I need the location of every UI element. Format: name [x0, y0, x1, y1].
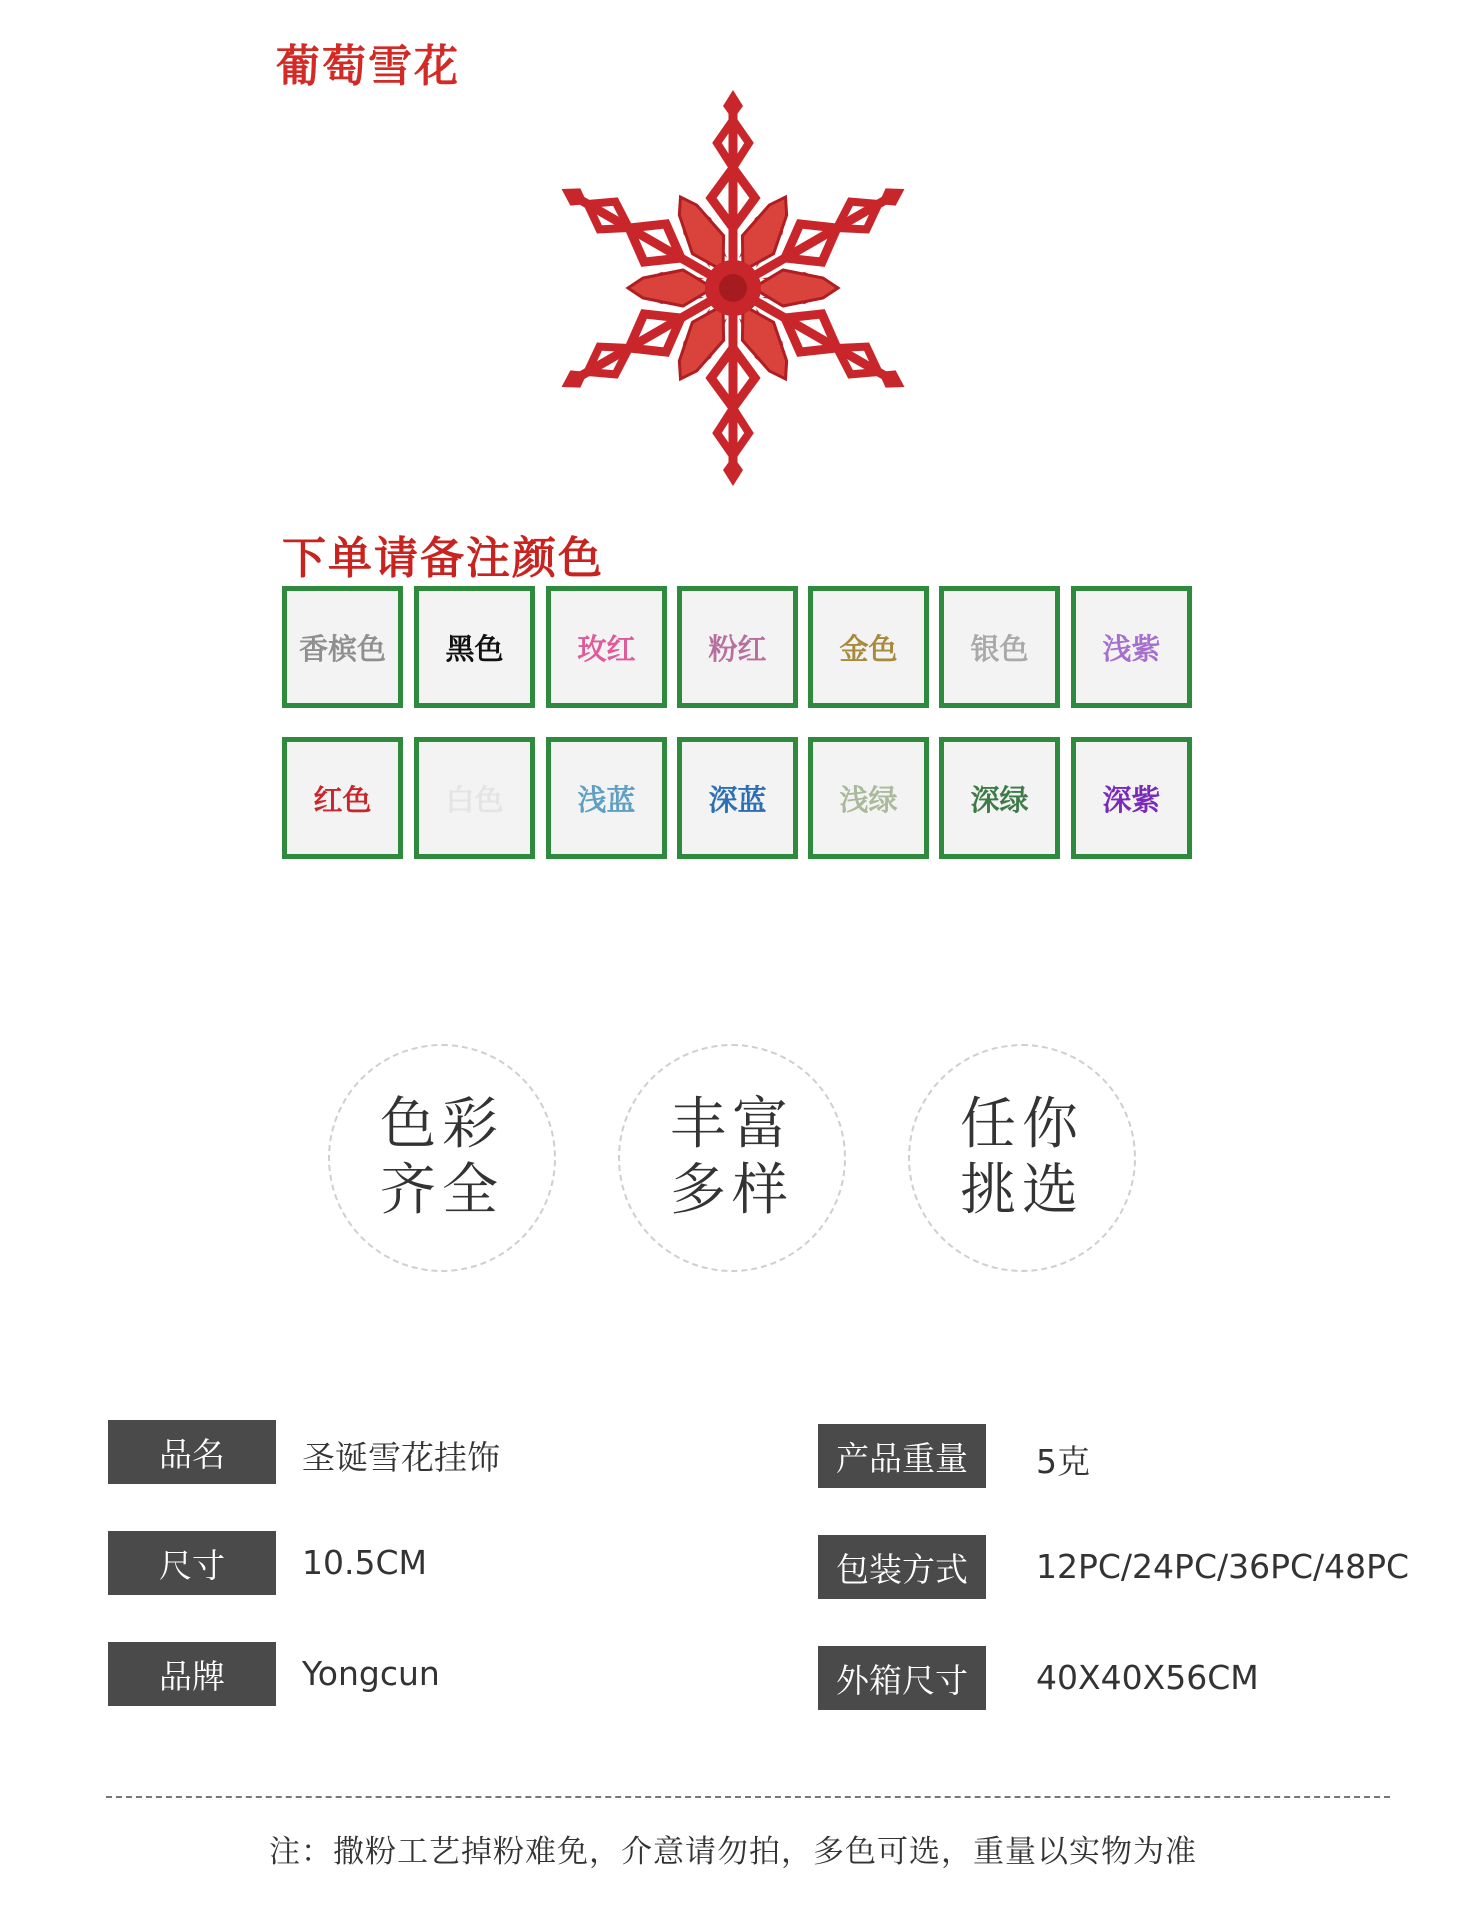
color-swatch: 金色 — [808, 586, 929, 708]
snowflake-image — [548, 82, 918, 494]
color-swatch: 浅绿 — [808, 737, 929, 859]
spec-value: 10.5CM — [302, 1543, 427, 1582]
spec-value: 圣诞雪花挂饰 — [302, 1438, 500, 1477]
spec-value: 12PC/24PC/36PC/48PC — [1036, 1547, 1410, 1586]
feature-circle — [328, 1044, 556, 1272]
color-swatch: 深绿 — [939, 737, 1060, 859]
feature-circle — [908, 1044, 1136, 1272]
footer-note: 注：撒粉工艺掉粉难免，介意请勿拍，多色可选，重量以实物为准 — [269, 1834, 1197, 1870]
feature-text: 丰富 — [670, 1092, 794, 1157]
color-swatch: 玫红 — [546, 586, 667, 708]
feature-text: 挑选 — [960, 1158, 1084, 1223]
color-swatch: 黑色 — [414, 586, 535, 708]
feature-text: 色彩 — [380, 1092, 504, 1157]
spec-value: Yongcun — [302, 1654, 440, 1693]
color-swatch: 浅紫 — [1071, 586, 1192, 708]
divider — [106, 1796, 1390, 1798]
spec-label: 品牌 — [108, 1642, 276, 1706]
color-note-title: 下单请备注颜色 — [282, 533, 604, 584]
feature-text: 任你 — [960, 1092, 1084, 1157]
color-swatch: 深紫 — [1071, 737, 1192, 859]
color-swatch: 红色 — [282, 737, 403, 859]
feature-circle — [618, 1044, 846, 1272]
spec-label: 外箱尺寸 — [818, 1646, 986, 1710]
color-swatch: 深蓝 — [677, 737, 798, 859]
spec-value: 40X40X56CM — [1036, 1658, 1259, 1697]
color-swatch: 银色 — [939, 586, 1060, 708]
spec-label: 品名 — [108, 1420, 276, 1484]
product-title: 葡萄雪花 — [276, 41, 460, 92]
color-swatch: 白色 — [414, 737, 535, 859]
feature-text: 齐全 — [380, 1158, 504, 1223]
color-swatch: 浅蓝 — [546, 737, 667, 859]
color-swatch: 香槟色 — [282, 586, 403, 708]
spec-label: 包装方式 — [818, 1535, 986, 1599]
spec-label: 产品重量 — [818, 1424, 986, 1488]
spec-value: 5克 — [1036, 1442, 1090, 1481]
color-swatch: 粉红 — [677, 586, 798, 708]
feature-text: 多样 — [670, 1158, 794, 1223]
spec-label: 尺寸 — [108, 1531, 276, 1595]
